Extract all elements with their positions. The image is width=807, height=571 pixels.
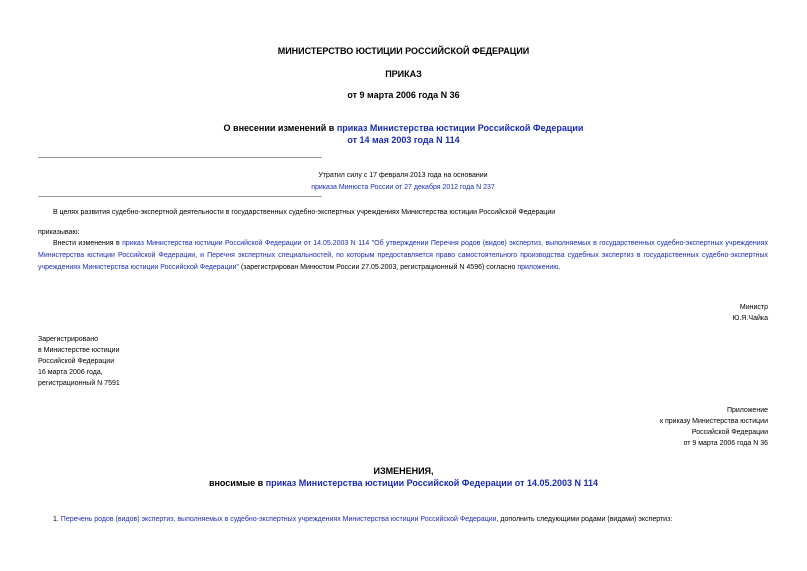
clause-middle: (зарегистрирован Минюстом России 27.05.2003, регистрационный N 4596) согласно — [238, 264, 518, 271]
divider-bottom — [38, 196, 322, 197]
preamble-text: В целях развития судебно-экспертной деятельности в государственных судебно-экспертных учреждениях Министерства юстиции Российской Федерации — [53, 209, 556, 216]
clause-paragraph — [38, 238, 768, 274]
item-1-link[interactable]: Перечень родов (видов) экспертиз, выполняемых в судебно-экспертных учреждениях Министерства юстиции Российской Федерации — [60, 516, 497, 523]
signature-block — [732, 302, 768, 324]
title-link-1[interactable]: приказ Министерства юстиции Российской Федерации — [336, 123, 584, 133]
clause-link-appendix[interactable]: приложению — [517, 264, 559, 271]
registration-line: Российской Федерации — [38, 358, 115, 365]
appendix-block — [660, 405, 768, 449]
appendix-line: Российской Федерации — [691, 429, 768, 436]
ministry-heading: МИНИСТЕРСТВО ЮСТИЦИИ РОССИЙСКОЙ ФЕДЕРАЦИИ — [277, 46, 530, 56]
registration-line: 16 марта 2006 года, — [38, 369, 103, 376]
order-word: приказываю: — [38, 229, 80, 236]
status-link[interactable]: приказа Минюста России от 27 декабря 2012 года N 237 — [311, 184, 495, 191]
item-1-rest: , дополнить следующими родами (видами) экспертиз: — [496, 516, 673, 523]
doc-date-number: от 9 марта 2006 года N 36 — [347, 90, 460, 100]
changes-heading-block — [0, 465, 807, 489]
clause-intro: Внести изменения в — [53, 240, 123, 247]
title-prefix: О внесении изменений в — [223, 123, 337, 133]
clause-end: . — [558, 264, 561, 271]
signature-name: Ю.Я.Чайка — [732, 315, 768, 322]
appendix-line: к приказу Министерства юстиции — [659, 418, 768, 425]
clause-link-order[interactable]: приказ Министерства юстиции Российской Федерации от 14.05.2003 N 114 "Об утверждении Перечня родов (видов) экспертиз, выполняемых в государственных судебно-экспертных учреждениях Министерства юстиции Российской Федерации, и Перечня экспертных специальностей, по которым предоставляется право самостоятельного производства судебных экспертиз в государственных судебно-экспертных учреждениях Министерства юстиции Российской Федерации" — [38, 240, 769, 271]
item-1-number: 1. — [53, 516, 61, 523]
changes-heading: ИЗМЕНЕНИЯ, — [373, 466, 434, 476]
status-line-1: Утратил силу с 17 февраля 2013 года на основании — [318, 172, 488, 179]
changes-sub-prefix: вносимые в — [208, 478, 266, 488]
item-1 — [53, 516, 783, 523]
appendix-line: Приложение — [726, 407, 768, 414]
registration-block — [38, 334, 120, 389]
signature-position: Министр — [739, 304, 768, 311]
doc-type-heading: ПРИКАЗ — [385, 69, 422, 79]
registration-line: регистрационный N 7591 — [38, 380, 120, 387]
title-link-2[interactable]: от 14 мая 2003 года N 114 — [347, 135, 460, 145]
document-title — [0, 122, 807, 146]
status-note — [234, 170, 572, 194]
registration-line: в Министерстве юстиции — [38, 347, 120, 354]
divider-top — [38, 157, 322, 158]
changes-sub-link[interactable]: приказ Министерства юстиции Российской Федерации от 14.05.2003 N 114 — [265, 478, 599, 488]
appendix-line: от 9 марта 2006 года N 36 — [683, 440, 768, 447]
registration-line: Зарегистрировано — [38, 336, 98, 343]
